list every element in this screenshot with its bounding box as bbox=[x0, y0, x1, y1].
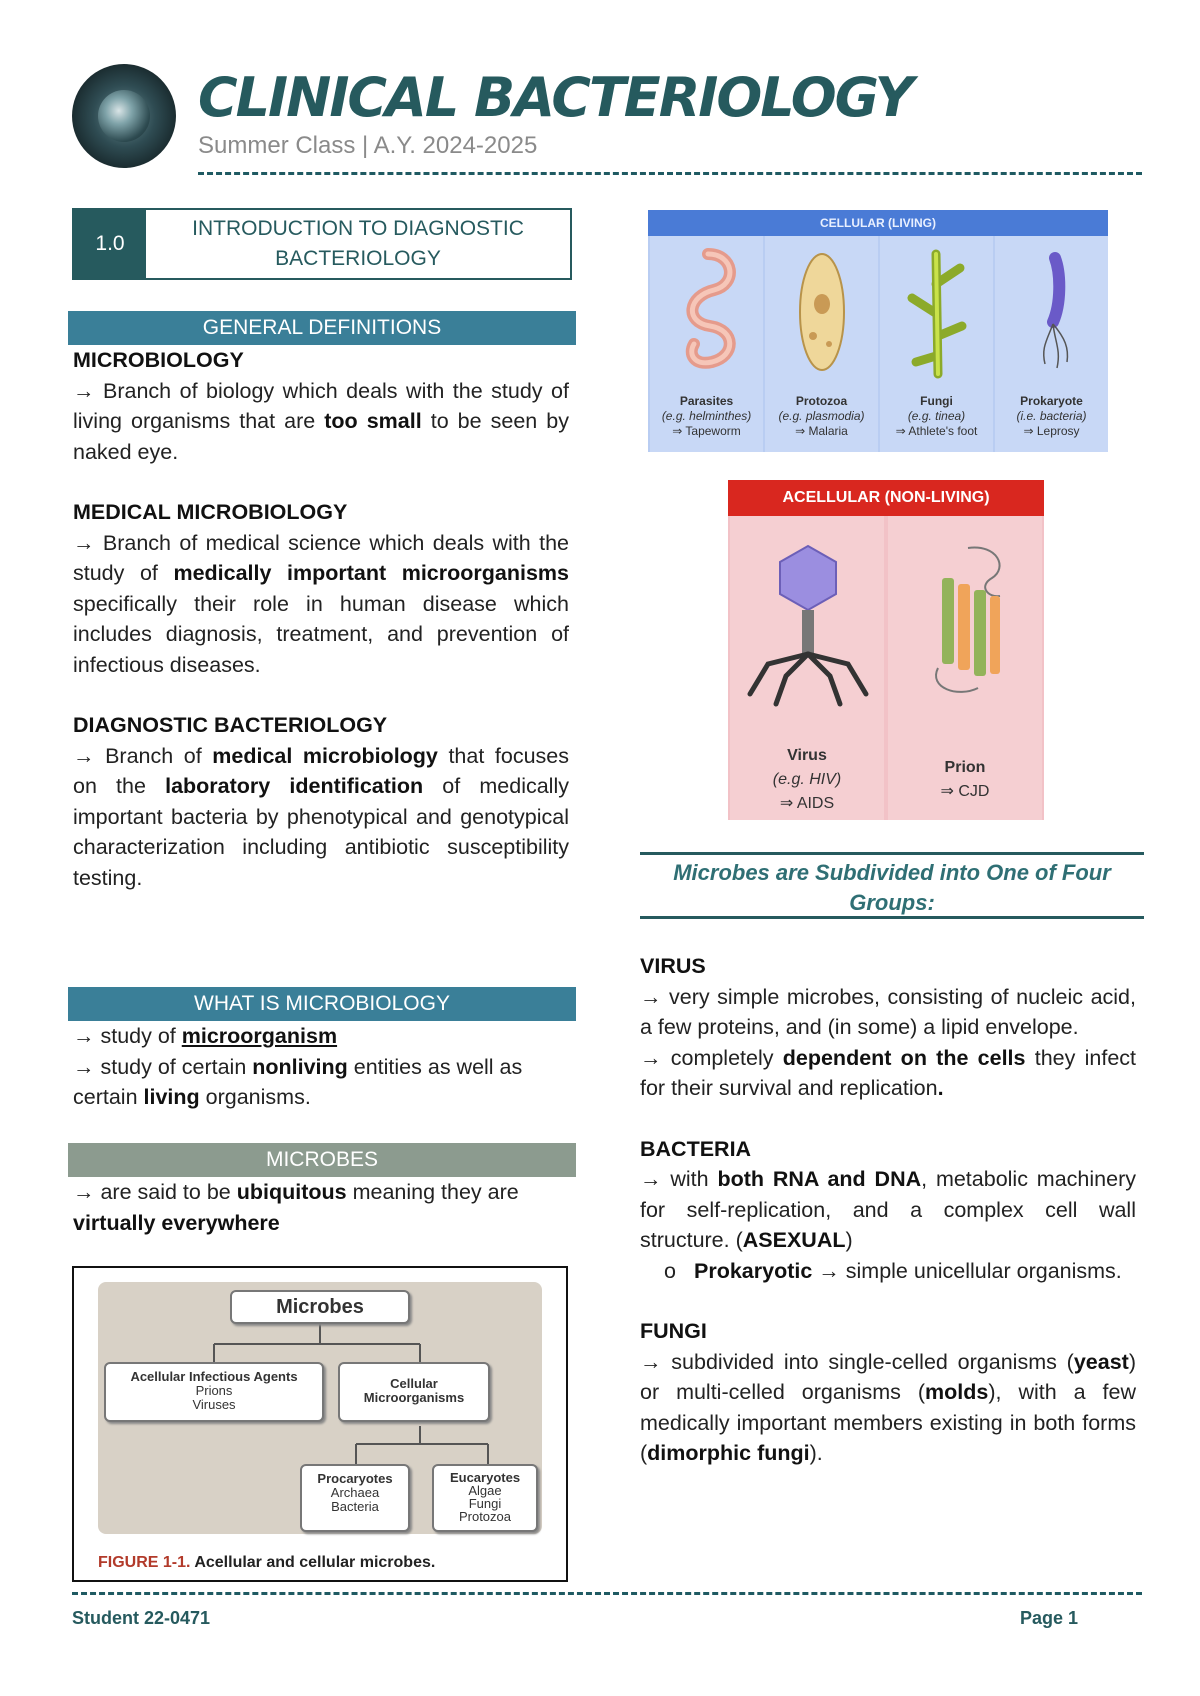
header-divider bbox=[198, 172, 1142, 175]
acellular-name: Virus bbox=[787, 747, 827, 764]
footer-page-number: Page 1 bbox=[1020, 1608, 1079, 1628]
section-number: 1.0 bbox=[74, 210, 146, 278]
cellular-panel bbox=[648, 210, 1108, 452]
node-eucaryotes: Eucaryotes Algae Fungi Protozoa bbox=[432, 1464, 538, 1532]
acellular-item-prion bbox=[888, 516, 1042, 820]
general-definitions-body bbox=[73, 345, 569, 893]
medical-microbiology-heading: MEDICAL MICROBIOLOGY bbox=[73, 500, 348, 524]
general-definitions-band: GENERAL DEFINITIONS bbox=[68, 311, 576, 345]
four-groups-top-rule bbox=[640, 852, 1144, 855]
virus-heading: VIRUS bbox=[640, 954, 706, 978]
what-is-microbiology-band: WHAT IS MICROBIOLOGY bbox=[68, 987, 576, 1021]
cellular-example: (e.g. plasmodia) bbox=[778, 409, 865, 423]
acellular-header: ACELLULAR (NON-LIVING) bbox=[728, 480, 1044, 516]
acellular-disease: ⇒ CJD bbox=[940, 783, 990, 800]
footer-student-id: Student 22-0471 bbox=[72, 1608, 211, 1628]
prion-illustration bbox=[908, 538, 1022, 708]
figure-caption: FIGURE 1-1. Acellular and cellular microbes. bbox=[98, 1554, 436, 1571]
what-is-microbiology-body bbox=[73, 1021, 569, 1113]
microbiology-heading: MICROBIOLOGY bbox=[73, 348, 244, 372]
four-groups-bottom-rule bbox=[640, 916, 1144, 919]
cellular-example: (i.e. bacteria) bbox=[1016, 409, 1087, 423]
cellular-item-parasites bbox=[650, 236, 763, 452]
medical-microbiology-definition: → Branch of medical science which deals with the study of medically important microorganisms specifically their role in human disease which includes diagnosis, treatment, and prevention of infectious diseases. bbox=[73, 530, 569, 677]
node-microbes: Microbes bbox=[230, 1290, 410, 1324]
acellular-disease: ⇒ AIDS bbox=[779, 795, 835, 812]
node-cellular: Cellular Microorganisms bbox=[338, 1362, 490, 1422]
virus-desc-1: → very simple microbes, consisting of nucleic acid, a few proteins, and (in some) a lipid envelope. bbox=[640, 984, 1136, 1039]
cellular-item-protozoa bbox=[765, 236, 878, 452]
diagnostic-bacteriology-definition: → Branch of medical microbiology that focuses on the laboratory identification of medically important bacteria by phenotypical and genotypical characterization including antibiotic susceptibility testing. bbox=[73, 743, 569, 890]
bacteria-desc: → with both RNA and DNA, metabolic machinery for self-replication, and a complex cell wall structure. (ASEXUAL) bbox=[640, 1167, 1136, 1252]
virus-illustration bbox=[738, 538, 878, 708]
protozoa-illustration bbox=[791, 244, 853, 380]
page-title: CLINICAL BACTERIOLOGY bbox=[198, 66, 912, 129]
cellular-name: Parasites bbox=[679, 394, 734, 408]
cellular-name: Fungi bbox=[920, 394, 953, 408]
cellular-header: CELLULAR (LIVING) bbox=[648, 210, 1108, 236]
diagnostic-bacteriology-heading: DIAGNOSTIC BACTERIOLOGY bbox=[73, 713, 388, 737]
cellular-item-fungi bbox=[880, 236, 993, 452]
figure-1-1 bbox=[72, 1266, 568, 1582]
virus-desc-2: → completely dependent on the cells they infect for their survival and replication. bbox=[640, 1045, 1136, 1100]
acellular-item-virus bbox=[730, 516, 884, 820]
acellular-example: (e.g. HIV) bbox=[772, 771, 842, 788]
bacterium-illustration bbox=[1021, 244, 1083, 380]
footer-divider bbox=[72, 1592, 1142, 1595]
wim-line-2: → study of certain nonliving entities as well as certain living organisms. bbox=[73, 1054, 523, 1109]
section-title: INTRODUCTION TO DIAGNOSTIC BACTERIOLOGY bbox=[192, 217, 524, 270]
acellular-panel bbox=[728, 480, 1044, 820]
cellular-example: (e.g. helminthes) bbox=[661, 409, 752, 423]
cellular-disease: ⇒ Malaria bbox=[795, 424, 848, 438]
microbes-band: MICROBES bbox=[68, 1143, 576, 1177]
bacteria-heading: BACTERIA bbox=[640, 1136, 752, 1161]
page-subtitle: Summer Class | A.Y. 2024-2025 bbox=[198, 132, 538, 159]
acellular-name: Prion bbox=[944, 759, 986, 776]
microbiology-definition: → Branch of biology which deals with the study of living organisms that are too small to be seen by naked eye. bbox=[73, 378, 569, 464]
four-groups-subheading: Microbes are Subdivided into One of Four Groups: bbox=[673, 860, 1111, 915]
cellular-disease: ⇒ Athlete's foot bbox=[895, 424, 978, 438]
four-groups-body bbox=[640, 951, 1136, 1469]
microbes-body: → are said to be ubiquitous meaning they are virtually everywhere bbox=[73, 1180, 519, 1235]
cellular-name: Prokaryote bbox=[1020, 394, 1083, 408]
section-header bbox=[72, 208, 572, 280]
fungi-desc: → subdivided into single-celled organisms (yeast) or multi-celled organisms (molds), with a few medically important members existing in both forms (dimorphic fungi). bbox=[640, 1349, 1136, 1465]
fungi-heading: FUNGI bbox=[640, 1319, 707, 1343]
tapeworm-illustration bbox=[664, 244, 750, 374]
wim-line-1: → study of microorganism bbox=[73, 1024, 338, 1048]
logo bbox=[72, 64, 176, 168]
fungi-illustration bbox=[898, 244, 976, 380]
bacteria-subpoint: o Prokaryotic → simple unicellular organisms. bbox=[664, 1258, 1122, 1283]
cellular-item-prokaryote bbox=[995, 236, 1108, 452]
node-procaryotes: Procaryotes Archaea Bacteria bbox=[300, 1464, 410, 1532]
cellular-disease: ⇒ Tapeworm bbox=[672, 424, 741, 438]
cellular-disease: ⇒ Leprosy bbox=[1023, 424, 1080, 438]
cellular-name: Protozoa bbox=[795, 394, 848, 408]
logo-lens bbox=[98, 90, 150, 142]
node-acellular: Acellular Infectious Agents Prions Viruses bbox=[104, 1362, 324, 1422]
cellular-example: (e.g. tinea) bbox=[907, 409, 966, 423]
